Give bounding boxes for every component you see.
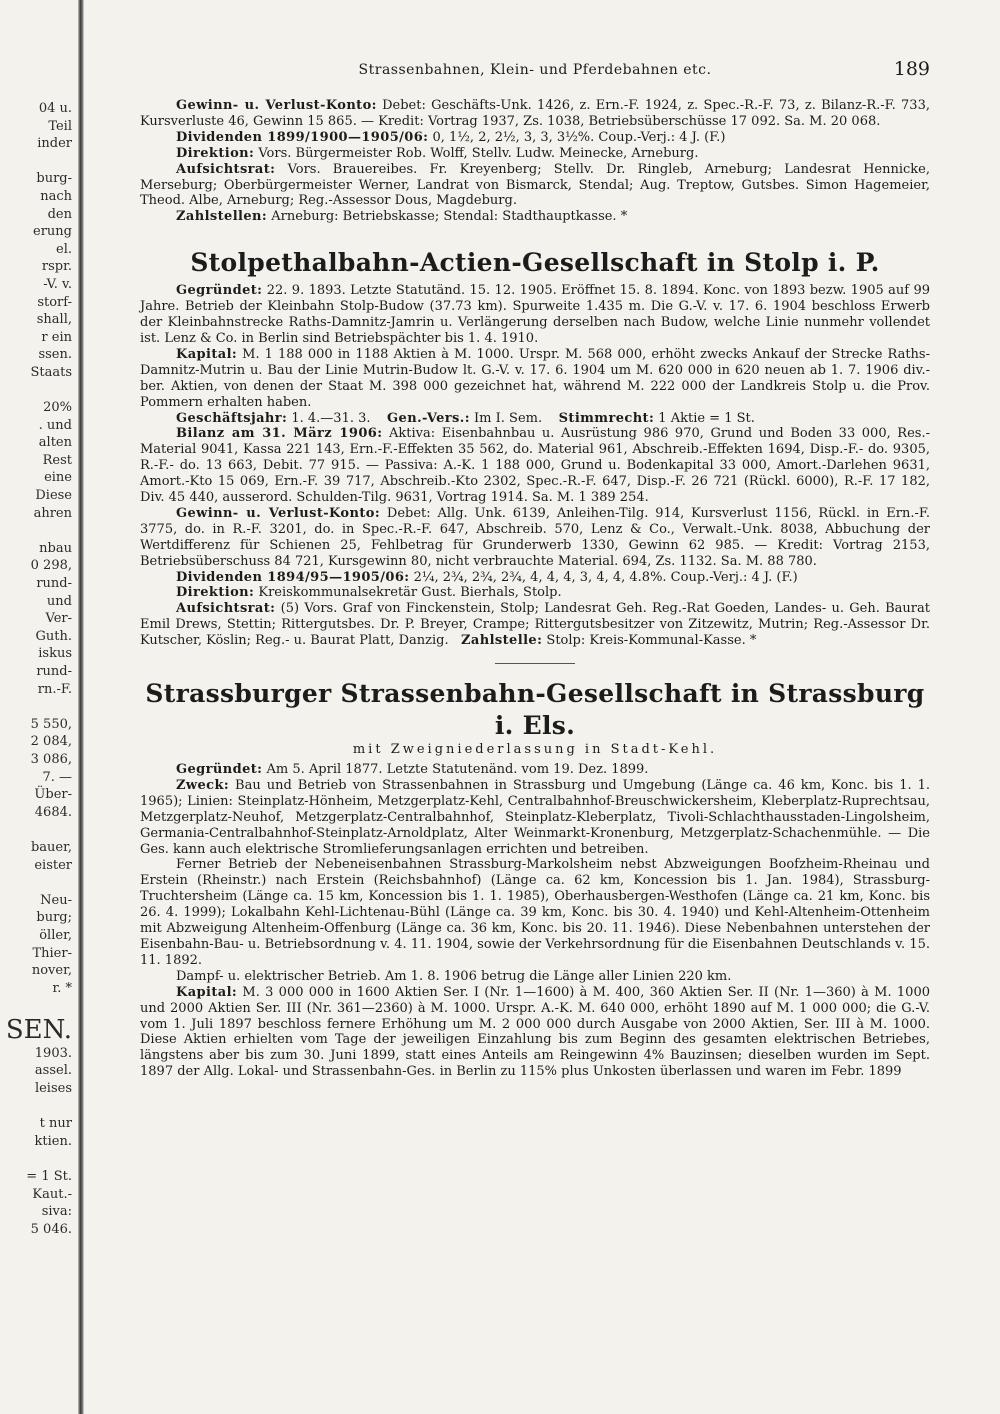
left-fragment-line: nover,: [31, 963, 72, 979]
left-fragment-line: inder: [37, 136, 72, 152]
left-fragment-line: 1903.: [34, 1045, 72, 1061]
entry-gewinn-verlust-stolp: Gewinn- u. Verlust-Konto: Debet: Allg. Unk. 6139, Anleihen-Tilg. 914, Kursverlust 1156, Rückl. in Ern.-F. 3775, do. in R.-F. 3201, do. in Spec.-R.-F. 647, Abschreib. 570, Lenz & Co., Verwalt.-Unk. 8038, Abbuchung der Wertdifferenz für Schienen 25, Fehlbetrag für Grunderwerb 1330, Gewinn 62 985. — Kredit: Vortrag 2153, Betriebsüberschuss 84 721, Kursgewinn 80, nicht verbrauchte Material. 694, Zs. 1132. Sa. M. 88 780.: [140, 505, 930, 569]
left-fragment-line: Über-: [34, 787, 72, 803]
entry-zahlstellen: Zahlstellen: Arneburg: Betriebskasse; Stendal: Stadthauptkasse. *: [176, 209, 628, 225]
left-fragment-line: ahren: [33, 505, 72, 521]
entry-direktion: Direktion: Vors. Bürgermeister Rob. Wolff, Stellv. Ludw. Meinecke, Arneburg.: [176, 145, 699, 161]
left-fragment-line: [0, 874, 74, 892]
left-fragment-line: Staats: [30, 364, 72, 380]
left-fragment-line: -V. v.: [43, 276, 72, 292]
entry-dividenden: Dividenden 1899/1900—1905/06: 0, 1½, 2, 2½, 3, 3, 3½%. Coup.-Verj.: 4 J. (F.): [176, 129, 726, 145]
left-fragment-line: r. *: [52, 980, 72, 996]
section-title-stolp: Stolpethalbahn-Actien-Gesellschaft in Stolp i. P.: [190, 248, 880, 278]
left-fragment-line: el.: [56, 241, 72, 257]
entry-direktion-stolp: Direktion: Kreiskommunalsekretär Gust. Bierhals, Stolp.: [176, 585, 562, 601]
left-fragment-line: erung: [33, 224, 72, 240]
left-fragment-line: [0, 382, 74, 400]
entry-aufsichtsrat-stolp: Aufsichtsrat: (5) Vors. Graf von Finckenstein, Stolp; Landesrat Geh. Reg.-Rat Goeden, Landes- u. Geh. Baurat Emil Drews, Stettin; Rittergutsbes. Dr. P. Breyer, Crampe; Rittergutsbesitzer von Zitzewitz, Mutrin; Reg.-Assessor Dr. Kutscher, Köslin; Reg.- u. Baurat Platt, Danzig. Zahlstelle: Stolp: Kreis-Kommunal-Kasse. *: [140, 601, 930, 649]
section-title-strassburg: Strassburger Strassenbahn-Gesellschaft in Strassburg i. Els.: [145, 679, 925, 741]
left-fragment-line: 0 298,: [30, 558, 72, 574]
left-fragment-line: 20%: [43, 400, 72, 416]
left-fragment-line: assel.: [34, 1063, 72, 1079]
left-fragment-line: [0, 821, 74, 839]
entry-betrieb: Dampf- u. elektrischer Betrieb. Am 1. 8. 1906 betrug die Länge aller Linien 220 km.: [176, 968, 732, 984]
entry-gewinn-verlust: Gewinn- u. Verlust-Konto: Debet: Geschäfts-Unk. 1426, z. Ern.-F. 1924, z. Spec.-R.-F. 73, z. Bilanz-R.-F. 733, Kursverluste 46, Gewinn 15 865. — Kredit: Vortrag 1937, Zs. 1038, Betriebsüberschüsse 17 092. Sa. M. 20 068.: [140, 98, 930, 129]
left-fragment-line: r ein: [41, 329, 72, 345]
entry-aufsichtsrat: Aufsichtsrat: Vors. Brauereibes. Fr. Kreyenberg; Stellv. Dr. Ringleb, Arneburg; Landesrat Hennicke, Merseburg; Oberbürgermeister Werner, Landrat von Bismarck, Stendal; Aug. Treptow, Gutsbes. Simon Hagemeier, Theod. Albe, Arneburg; Reg.-Assessor Dous, Magdeburg.: [140, 161, 930, 209]
page-number: 189: [893, 58, 930, 80]
left-fragment-line: [0, 153, 74, 171]
left-fragment-line: eine: [44, 470, 72, 486]
left-fragment-line: Teil: [48, 118, 72, 134]
left-fragment-line: rspr.: [41, 259, 72, 275]
section-previous: [140, 98, 930, 225]
left-fragment-line: Thier-: [32, 945, 72, 961]
entry-kapital-strassburg: Kapital: M. 3 000 000 in 1600 Aktien Ser. I (Nr. 1—1600) à M. 400, 360 Aktien Ser. II (Nr. 1—360) à M. 1000 und 2000 Aktien Ser. III (Nr. 361—2360) à M. 1000. Urspr. A.-K. M. 640 000, erhöht 1890 auf M. 1 000 000; die G.-V. vom 1. Juli 1897 beschloss fernere Erhöhung um M. 2 000 000 durch Ausgabe von 2000 Aktien, Ser. III à M. 1000. Diese Aktien erhielten vom Tage der jeweiligen Einzahlung bis zum Beginn des gesamten elektrischen Betriebes, längstens aber bis zum 30. Juni 1899, statt eines Anteils am Reingewinn 4% Bauzinsen; dieselben wurden im Sept. 1897 der Allg. Lokal- und Strassenbahn-Ges. in Berlin zu 115% plus Unkosten überlassen und waren im Febr. 1899: [140, 984, 930, 1080]
left-fragment-line: [0, 1098, 74, 1116]
section-subtitle-strassburg: mit Zweigniederlassung in Stadt-Kehl.: [352, 742, 718, 758]
left-fragment-line: Rest: [42, 452, 72, 468]
left-fragment-line: 4684.: [34, 804, 72, 820]
left-fragment-line: [0, 1150, 74, 1168]
left-fragment-line: Diese: [35, 488, 72, 504]
left-fragment-line: 5 550,: [30, 716, 72, 732]
left-fragment-line: Kaut.-: [32, 1186, 72, 1202]
left-fragment-line: und: [46, 593, 72, 609]
left-fragment-line: öller,: [39, 927, 72, 943]
left-fragment-line: 7. —: [42, 769, 72, 785]
running-head: [140, 58, 930, 82]
left-fragment-line: eister: [34, 857, 72, 873]
left-fragment-line: = 1 St.: [26, 1169, 72, 1185]
left-fragment-line: alten: [38, 435, 72, 451]
main-column: [140, 98, 930, 1080]
entry-zweck: Zweck: Bau und Betrieb von Strassenbahnen in Strassburg und Umgebung (Länge ca. 46 km, Konc. bis 1. 1. 1965); Linien: Steinplatz-Hönheim, Metzgerplatz-Kehl, Centralbahnhof-Breuschwickersheim, Kleberplatz-Ruprechtsau, Metzgerplatz-Neuhof, Metzgerplatz-Centralbahnhof, Steinplatz-Kleberplatz, Tivoli-Schlachthausstaden-Lingolsheim, Germania-Centralbahnhof-Steinplatz-Arnoldplatz, Alter Weinmarkt-Kronenburg, Metzgerplatz-Schachenmühle. — Die Ges. kann auch elektrische Stromlieferungsanlagen errichten und betreiben.: [140, 777, 930, 857]
left-fragment-line: 04 u.: [38, 101, 72, 116]
left-fragment-line: rund-: [36, 576, 72, 592]
left-fragment-line: burg-: [36, 171, 72, 187]
left-fragment-line: [0, 698, 74, 716]
running-title: Strassenbahnen, Klein- und Pferdebahnen etc.: [358, 62, 712, 78]
book-gutter: [78, 0, 84, 1414]
left-fragment-line: [0, 997, 74, 1015]
entry-dividenden-stolp: Dividenden 1894/95—1905/06: 2¼, 2¾, 2¾, 2¾, 4, 4, 4, 3, 4, 4, 4.8%. Coup.-Verj.: 4 J. (F.): [176, 569, 798, 585]
left-fragment-line: siva:: [41, 1204, 72, 1220]
left-fragment-line: Ver-: [45, 611, 72, 627]
left-fragment-line: SEN.: [5, 1014, 72, 1045]
left-fragment-line: nach: [40, 188, 72, 204]
left-fragment-line: Guth.: [35, 628, 72, 644]
left-fragment-line: t nur: [39, 1116, 72, 1132]
entry-gegruendet-strassburg: Gegründet: Am 5. April 1877. Letzte Statutenänd. vom 19. Dez. 1899.: [176, 762, 649, 777]
left-fragment-line: storf-: [37, 294, 72, 310]
left-fragment-line: ssen.: [38, 347, 72, 363]
left-page-fragment: [0, 100, 74, 1330]
left-fragment-line: leises: [34, 1081, 72, 1097]
entry-nebenbahnen: Ferner Betrieb der Nebeneisenbahnen Strassburg-Markolsheim nebst Abzweigungen Boofzheim-Rheinau und Erstein (Rheinstr.) nach Erstein (Reichsbahnhof) (Länge ca. 62 km, Koncession bis 1. Jan. 1984), Strassburg-Truchtersheim (Länge ca. 15 km, Koncession bis 1. 1. 1985), Oberhausbergen-Westhofen (Länge ca. 21 km, Konc. bis 26. 4. 1999); Lokalbahn Kehl-Lichtenau-Bühl (Länge ca. 39 km, Konc. bis 30. 4. 1940) und Kehl-Altenheim-Ottenheim mit Abzweigung Altenheim-Offenburg (Länge ca. 36 km, Konc. bis 20. 11. 1946). Diese Nebenbahnen unterstehen der Eisenbahn-Bau- u. Betriebsordnung v. 4. 11. 1904, sowie der Verkehrsordnung für die Eisenbahnen Deutschlands v. 15. 11. 1892.: [140, 857, 930, 968]
left-fragment-line: [0, 522, 74, 540]
left-fragment-line: . und: [38, 417, 72, 433]
left-fragment-line: rn.-F.: [37, 681, 72, 697]
left-fragment-line: bauer,: [30, 839, 72, 855]
entry-bilanz: Bilanz am 31. März 1906: Aktiva: Eisenbahnbau u. Ausrüstung 986 970, Grund und Boden 33 000, Res.-Material 9041, Kassa 221 143, Ern.-F.-Effekten 35 562, do. Material 961, Abschreib.-Effekten 1694, Disp.-F.- do. 9305, R.-F.- do. 13 663, Debit. 77 915. — Passiva: A.-K. 1 188 000, Grund u. Bodenkapital 33 000, Amort.-Darlehen 9631, Amort.-Kto 15 069, Ern.-F. 39 717, Abschreib.-Kto 2302, Spec.-R.-F. 647, Disp.-F. 26 721 (Rückl. 6000), R.-F. 17 182, Div. 45 440, ausserord. Schulden-Tilg. 9631, Vortrag 1914. Sa. M. 1 389 254.: [140, 426, 930, 506]
entry-kapital: Kapital: M. 1 188 000 in 1188 Aktien à M. 1000. Urspr. M. 568 000, erhöht zwecks Ankauf der Strecke Raths-Damnitz-Mutrin u. Bau der Linie Mutrin-Budow lt. G.-V. v. 17. 6. 1904 um M. 620 000 in 620 neuen ab 1. 7. 1906 div.-ber. Aktien, von denen der Staat M. 398 000 gezeichnet hat, während M. 222 000 der Landkreis Stolp u. die Prov. Pommern erhalten haben.: [140, 346, 930, 410]
entry-gegruendet: Gegründet: 22. 9. 1893. Letzte Statutänd. 15. 12. 1905. Eröffnet 15. 8. 1894. Konc. von 1893 bezw. 1905 auf 99 Jahre. Betrieb der Kleinbahn Stolp-Budow (37.73 km). Spurweite 1.435 m. Die G.-V. v. 17. 6. 1904 beschloss Erwerb der Kleinbahnstrecke Raths-Damnitz-Jamrin u. Verlängerung derselben nach Budow, welche Linie nunmehr vollendet ist. Lenz & Co. in Berlin sind Betriebspächter bis 1. 4. 1910.: [140, 283, 930, 346]
left-fragment-line: 3 086,: [30, 751, 72, 767]
left-fragment-line: iskus: [38, 646, 72, 662]
left-fragment-line: 5 046.: [30, 1221, 72, 1237]
left-fragment-line: ktien.: [34, 1133, 72, 1149]
left-fragment-line: burg;: [36, 910, 72, 926]
left-fragment-line: den: [47, 206, 72, 222]
left-fragment-line: 2 084,: [30, 734, 72, 750]
section-stolp: [140, 247, 930, 649]
left-fragment-line: Neu-: [40, 892, 72, 908]
entry-geschaeftsjahr: Geschäftsjahr: 1. 4.—31. 3. Gen.-Vers.: Im I. Sem. Stimmrecht: 1 Aktie = 1 St.: [176, 410, 755, 426]
left-fragment-line: shall,: [36, 312, 72, 328]
section-strassburg: [140, 678, 930, 1080]
left-fragment-line: rund-: [36, 664, 72, 679]
left-fragment-line: nbau: [39, 540, 72, 556]
